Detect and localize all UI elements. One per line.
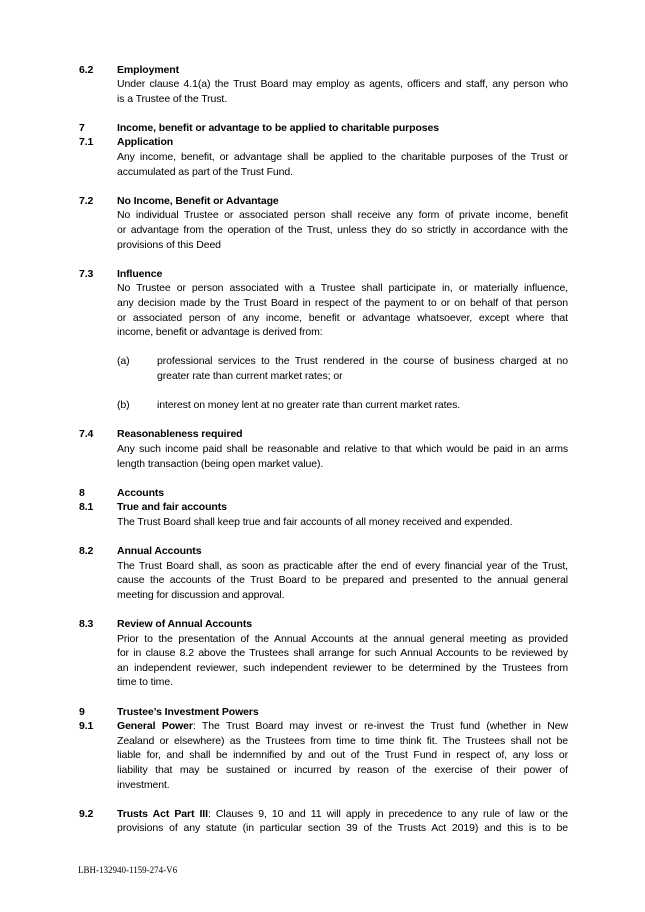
- clause-first-line: [117, 719, 568, 734]
- clause-number: 9.1: [79, 720, 94, 733]
- clause-6-2: [79, 63, 568, 107]
- clause-line: an independent reviewer, such independent reviewer to be determined by the Trustees from: [117, 661, 568, 674]
- clause-line: investment.: [117, 778, 170, 791]
- clause-line: length transaction (being open market value).: [117, 457, 324, 470]
- clause-line: income, benefit or advantage is derived from:: [117, 326, 323, 339]
- clause-8-2: [79, 544, 568, 602]
- clause-7-1: [79, 135, 568, 179]
- clause-line: meeting for discussion and approval.: [117, 588, 285, 601]
- clause-line: No Trustee or person associated with a Trustee shall participate in, or materially influence,: [117, 282, 568, 295]
- clause-number: 7.2: [79, 194, 94, 207]
- clause-line: cause the accounts of the Trust Board to be prepared and presented to the annual general: [117, 574, 568, 587]
- sub-item-label: (b): [117, 399, 130, 412]
- clause-number: 7.1: [79, 136, 94, 149]
- clause-7-2: [79, 194, 568, 252]
- clause-line: The Trust Board shall keep true and fair accounts of all money received and expended.: [117, 515, 513, 528]
- clause-body: [117, 281, 568, 339]
- clause-heading: Application: [117, 136, 174, 149]
- clause-number: 7.3: [79, 267, 94, 280]
- clause-8-3: [79, 617, 568, 690]
- section-number: 7: [79, 121, 85, 134]
- clause-line: provisions of any statute (in particular section 39 of the Trusts Act 2019) and this is to be: [117, 822, 568, 835]
- clause-line: No individual Trustee or associated person shall receive any form of private income, benefit: [117, 209, 568, 222]
- section-9-heading: [79, 705, 568, 720]
- clause-heading: Influence: [117, 267, 163, 280]
- clause-line: accumulated as part of the Trust Fund.: [117, 165, 293, 178]
- clause-9-1: [79, 719, 568, 792]
- clause-number: 8.3: [79, 618, 94, 631]
- clause-run-in-heading: General Power: [117, 720, 193, 733]
- clause-heading: Review of Annual Accounts: [117, 618, 252, 631]
- clause-9-2: [79, 807, 568, 836]
- clause-number: 6.2: [79, 63, 94, 76]
- clause-7-3: [79, 267, 568, 413]
- clause-line: Any income, benefit, or advantage shall be applied to the charitable purposes of the Trust or: [117, 151, 568, 164]
- clause-number: 9.2: [79, 807, 94, 820]
- clause-number: 8.2: [79, 545, 94, 558]
- document-body: [79, 63, 568, 851]
- section-title: Trustee’s Investment Powers: [117, 705, 259, 718]
- clause-line: The Trust Board shall, as soon as practicable after the end of every financial year of the Trust,: [117, 559, 568, 572]
- section-8-heading: [79, 486, 568, 501]
- clause-line: for in clause 8.2 above the Trustees shall arrange for such Annual Accounts to be reviewed by: [117, 647, 568, 660]
- clause-first-line: [117, 807, 568, 822]
- clause-first-line-text: : The Trust Board may invest or re-invest the Trust fund (whether in New: [192, 720, 569, 733]
- clause-line: liability that may be sustained or incurred by reason of the exercise of their power of: [117, 764, 568, 776]
- clause-7-4: [79, 427, 568, 471]
- clause-heading: True and fair accounts: [117, 501, 227, 514]
- sub-item-label: (a): [117, 355, 130, 368]
- document-reference-footer: LBH-132940-1159-274-V6: [78, 865, 178, 875]
- section-title: Accounts: [117, 486, 165, 499]
- clause-line: provisions of this Deed: [117, 238, 221, 251]
- clause-run-in-heading: Trusts Act Part III: [117, 807, 208, 820]
- clause-line: any decision made by the Trust Board in respect of the payment to or on behalf of that person: [117, 297, 568, 309]
- section-number: 8: [79, 486, 85, 499]
- clause-heading: Annual Accounts: [117, 545, 202, 558]
- clause-line: Any such income paid shall be reasonable and relative to that which would be paid in an arms: [117, 442, 568, 455]
- clause-line: liable for, and shall be indemnified by and out of the Trust Fund in respect of, any loss or: [117, 749, 568, 762]
- section-number: 9: [79, 705, 85, 718]
- sub-item-b: [117, 398, 568, 413]
- sub-item-line: professional services to the Trust rendered in the course of business charged at no: [157, 355, 568, 368]
- clause-line: or associated person of any income, benefit or advantage whatsoever, except where that: [117, 311, 568, 324]
- section-7-heading: [79, 121, 568, 136]
- clause-number: 8.1: [79, 501, 94, 514]
- clause-first-line-text: : Clauses 9, 10 and 11 will apply in precedence to any rule of law or the: [207, 807, 568, 820]
- clause-line: or advantage from the operation of the Trust, unless they do so strictly in accordance with the: [117, 224, 568, 237]
- clause-line: Zealand or elsewhere) as the Trustees from time to time think fit. The Trustees shall not be: [117, 734, 568, 747]
- clause-line: Under clause 4.1(a) the Trust Board may employ as agents, officers and staff, any person who: [117, 78, 568, 91]
- clause-heading: Reasonableness required: [117, 428, 243, 441]
- sub-item-a: [117, 354, 568, 383]
- clause-line: is a Trustee of the Trust.: [117, 92, 228, 105]
- clause-line: time to time.: [117, 676, 173, 689]
- section-title: Income, benefit or advantage to be applied to charitable purposes: [117, 121, 439, 134]
- clause-8-1: [79, 500, 568, 529]
- sub-item-line: greater rate than current market rates; or: [157, 369, 343, 382]
- clause-number: 7.4: [79, 428, 94, 441]
- clause-heading: Employment: [117, 63, 180, 76]
- clause-line: Prior to the presentation of the Annual Accounts at the annual general meeting as provided: [117, 632, 568, 645]
- clause-heading: No Income, Benefit or Advantage: [117, 194, 279, 207]
- sub-item-line: interest on money lent at no greater rate than current market rates.: [157, 399, 461, 412]
